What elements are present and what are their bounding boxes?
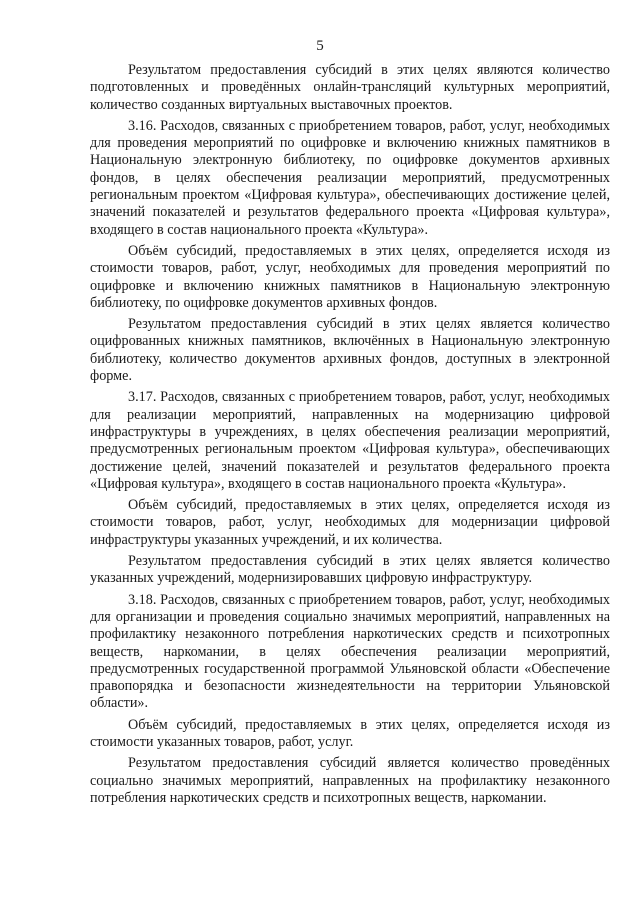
paragraph-3-17: 3.17. Расходов, связанных с приобретением товаров, работ, услуг, необходимых для реализации мероприятий, направленных на модернизацию цифровой инфраструктуры в учреждениях, в целях обеспечения реализации мероприятий, предусмотренных региональным проектом «Цифровая культура», обеспечивающих достижение целей, значений показателей и результатов федерального проекта «Цифровая культура», входящего в состав национального проекта «Культура».	[90, 389, 610, 492]
paragraph-3-16-volume: Объём субсидий, предоставляемых в этих целях, определяется исходя из стоимости товаров, работ, услуг, необходимых для проведения мероприятий по оцифровке и включению книжных памятников в Национальную электронную библиотеку, по оцифровке документов архивных фондов.	[90, 242, 610, 311]
paragraph-3-17-result: Результатом предоставления субсидий в этих целях является количество указанных учреждений, модернизировавших цифровую инфраструктуру.	[90, 553, 610, 587]
page-number: 5	[316, 38, 324, 54]
paragraph-3-16-result: Результатом предоставления субсидий в этих целях является количество оцифрованных книжных памятников, включённых в Национальную электронную библиотеку, количество документов архивных фондов, доступных в электронной форме.	[90, 316, 610, 385]
paragraph-3-18-result: Результатом предоставления субсидий является количество проведённых социально значимых мероприятий, направленных на профилактику незаконного потребления наркотических средств и психотропных веществ, наркомании.	[90, 755, 610, 806]
paragraph-3-18: 3.18. Расходов, связанных с приобретением товаров, работ, услуг, необходимых для организации и проведения социально значимых мероприятий, направленных на профилактику незаконного потребления наркотических средств и психотропных веществ, наркомании, в целях обеспечения реализации мероприятий, предусмотренных государственной программой Ульяновской области «Обеспечение правопорядка и безопасности жизнедеятельности на территории Ульяновской области».	[90, 591, 610, 712]
paragraph-3-16: 3.16. Расходов, связанных с приобретением товаров, работ, услуг, необходимых для проведения мероприятий по оцифровке и включению книжных памятников в Национальную электронную библиотеку, по оцифровке документов архивных фондов, в целях обеспечения реализации мероприятий, предусмотренных региональным проектом «Цифровая культура», обеспечивающих достижение целей, значений показателей и результатов федерального проекта «Цифровая культура», входящего в состав национального проекта «Культура».	[90, 117, 610, 238]
paragraph-3-17-volume: Объём субсидий, предоставляемых в этих целях, определяется исходя из стоимости товаров, работ, услуг, необходимых для модернизации цифровой инфраструктуры указанных учреждений, и их количества.	[90, 497, 610, 548]
document-body	[90, 62, 610, 811]
paragraph-results-online-broadcasts: Результатом предоставления субсидий в этих целях являются количество подготовленных и проведённых онлайн-трансляций культурных мероприятий, количество созданных виртуальных выставочных проектов.	[90, 62, 610, 113]
paragraph-3-18-volume: Объём субсидий, предоставляемых в этих целях, определяется исходя из стоимости указанных товаров, работ, услуг.	[90, 716, 610, 750]
